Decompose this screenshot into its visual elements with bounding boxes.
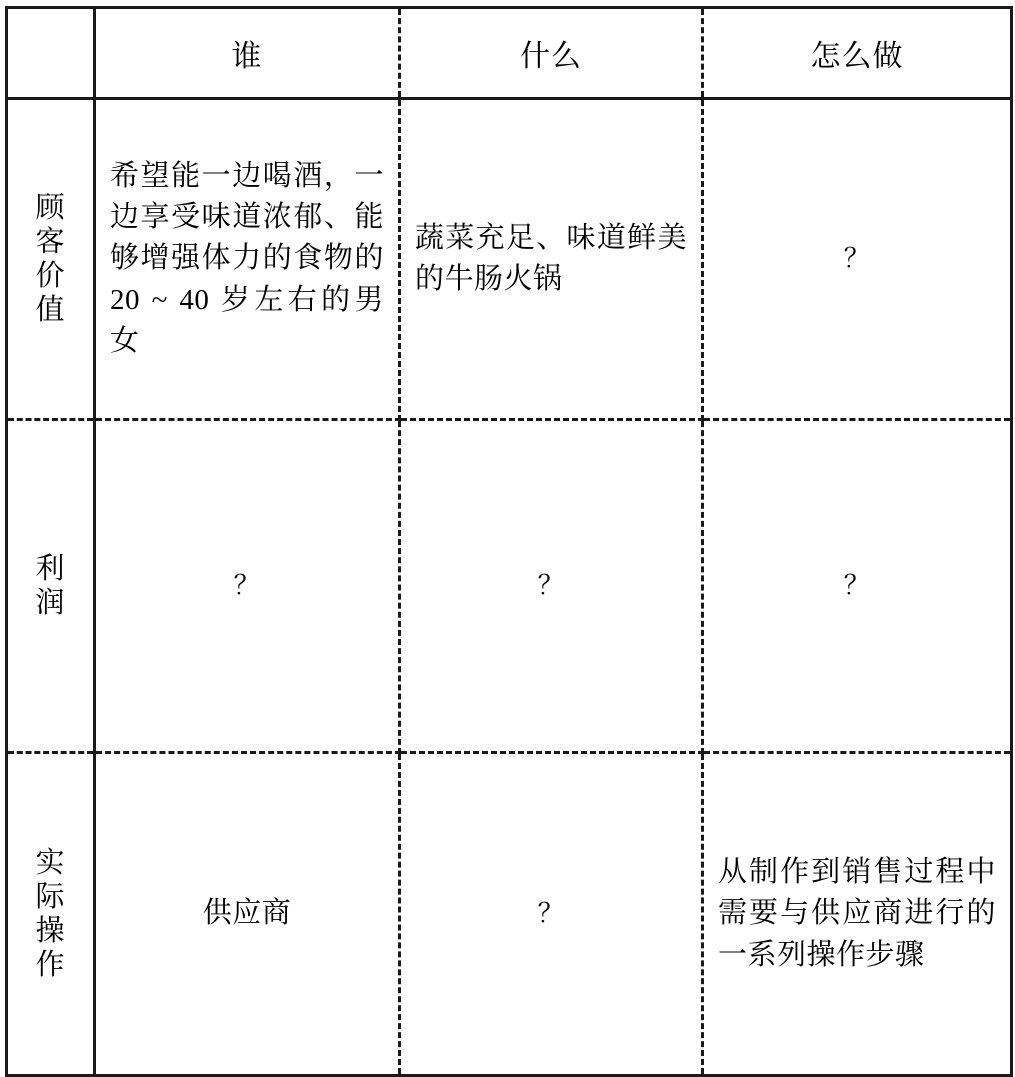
cell-ops-what [400,753,703,1076]
cell-ops-what-text: ？ [537,898,565,928]
business-model-matrix [0,6,1015,1074]
table-row [7,99,1012,420]
cell-customer-who-text: 希望能一边喝酒，一边享受味道浓郁、能够增强体力的食物的 20 ~ 40 岁左右的男女 [110,160,384,357]
cell-customer-how-text: ？ [843,243,871,273]
cell-ops-who-text: 供应商 [202,897,292,930]
column-header-how: 怎么做 [703,8,1012,99]
table-header-row [7,8,1012,99]
row-header-operations-label: 实际操作 [35,846,66,982]
cell-profit-how [703,420,1012,753]
column-header-what: 什么 [400,8,703,99]
row-header-profit [7,420,95,753]
row-header-customer-value [7,99,95,420]
cell-profit-how-text: ？ [843,570,871,600]
cell-ops-how-text: 从制作到销售过程中需要与供应商进行的一系列操作步骤 [718,856,996,971]
cell-profit-who [95,420,400,753]
cell-customer-what [400,99,703,420]
column-header-who: 谁 [95,8,400,99]
cell-ops-how [703,753,1012,1076]
row-header-customer-value-label: 顾客价值 [35,191,66,327]
cell-profit-what [400,420,703,753]
row-header-operations [7,753,95,1076]
cell-customer-what-text: 蔬菜充足、味道鲜美的牛肠火锅 [415,221,687,295]
cell-profit-who-text: ？ [233,570,261,600]
cell-customer-who [95,99,400,420]
cell-customer-how [703,99,1012,420]
table-row [7,753,1012,1076]
row-header-profit-label: 利润 [35,552,66,619]
corner-cell [7,8,95,99]
cell-profit-what-text: ？ [537,570,565,600]
cell-ops-who [95,753,400,1076]
matrix-table [5,6,1013,1077]
table-row [7,420,1012,753]
